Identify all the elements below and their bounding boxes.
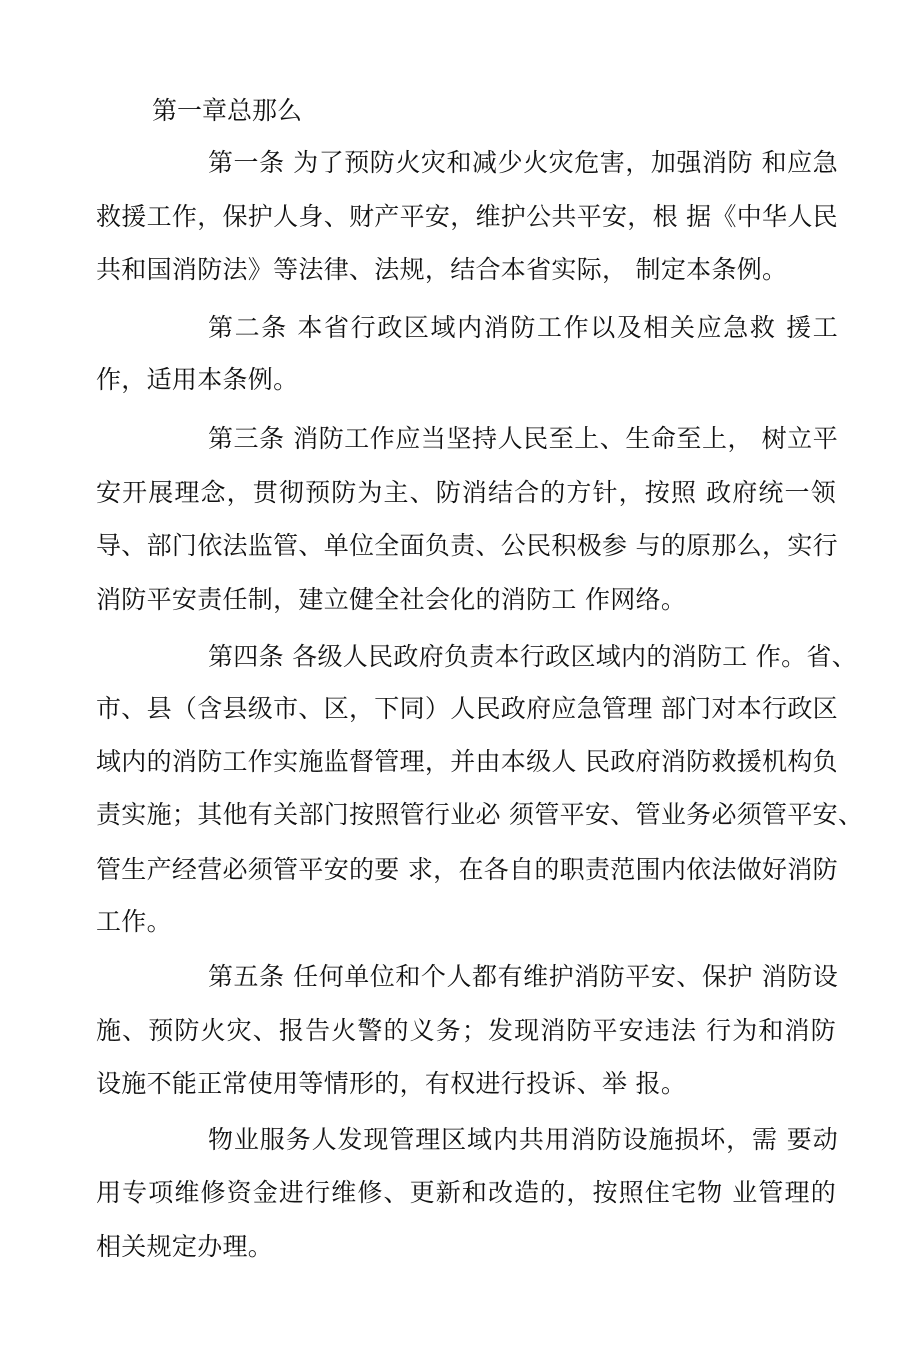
article-3-line-2: 安开展理念，贯彻预防为主、防消结合的方针，按照 政府统一领	[96, 478, 836, 507]
article-2-line-2: 作，适用本条例。	[96, 365, 299, 394]
article-5-line-3: 设施不能正常使用等情形的，有权进行投诉、举 报。	[96, 1069, 687, 1098]
article-3-line-3: 导、部门依法监管、单位全面负责、公民积极参 与的原那么，实行	[96, 531, 838, 560]
article-4-line-3: 域内的消防工作实施监督管理，并由本级人 民政府消防救援机构负	[96, 747, 838, 776]
chapter-title: 第一章总那么	[152, 96, 303, 125]
article-1-line-1: 第一条 为了预防火灾和减少火灾危害，加强消防 和应急	[208, 148, 838, 177]
paragraph-property-line-1: 物业服务人发现管理区域内共用消防设施损坏，需 要动	[208, 1125, 838, 1154]
article-4-line-4: 责实施；其他有关部门按照管行业必 须管平安、管业务必须管平安、	[96, 800, 864, 829]
article-3-line-4: 消防平安责任制，建立健全社会化的消防工 作网络。	[96, 585, 687, 614]
article-5-line-2: 施、预防火灾、报告火警的义务；发现消防平安违法 行为和消防	[96, 1016, 836, 1045]
article-5-line-1: 第五条 任何单位和个人都有维护消防平安、保护 消防设	[208, 962, 838, 991]
article-1-line-3: 共和国消防法》等法律、法规，结合本省实际， 制定本条例。	[96, 255, 788, 284]
paragraph-property-line-2: 用专项维修资金进行维修、更新和改造的，按照住宅物 业管理的	[96, 1178, 836, 1207]
article-2-line-1: 第二条 本省行政区域内消防工作以及相关应急救 援工	[208, 313, 838, 342]
article-4-line-1: 第四条 各级人民政府负责本行政区域内的消防工 作。省、	[208, 642, 857, 671]
article-4-line-5: 管生产经营必须管平安的要 求，在各自的职责范围内依法做好消防	[96, 855, 838, 884]
article-3-line-1: 第三条 消防工作应当坚持人民至上、生命至上， 树立平	[208, 424, 838, 453]
paragraph-property-line-3: 相关规定办理。	[96, 1232, 274, 1261]
article-1-line-2: 救援工作，保护人身、财产平安，维护公共平安，根 据《中华人民	[96, 202, 838, 231]
article-4-line-6: 工作。	[96, 907, 172, 936]
article-4-line-2: 市、县（含县级市、区，下同）人民政府应急管理 部门对本行政区	[96, 694, 838, 723]
